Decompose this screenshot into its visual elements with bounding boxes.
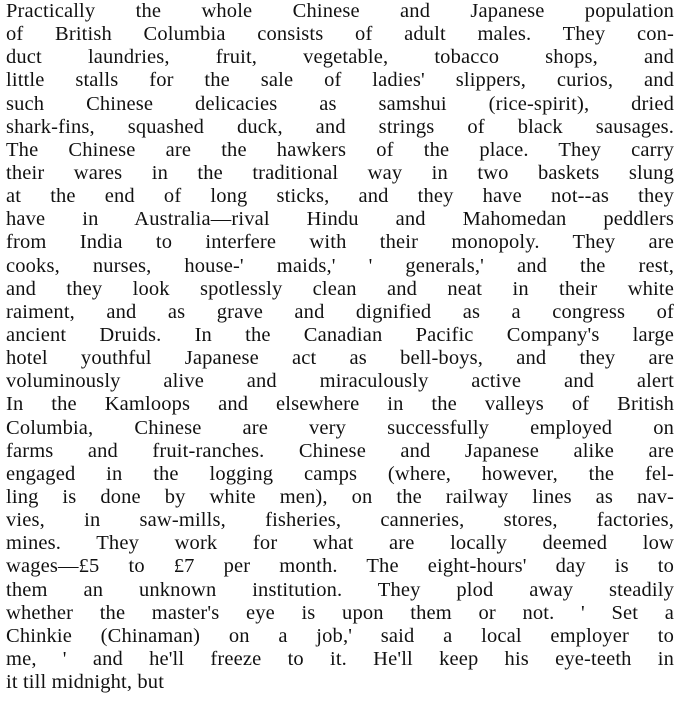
article-line: voluminously alive and miraculously active and alert [6,370,674,393]
article-line: whether the master's eye is upon them or not. ' Set a [6,601,674,624]
article-line: The Chinese are the hawkers of the place. They carry [6,138,674,161]
article-line: them an unknown institution. They plod away steadily [6,578,674,601]
article-line: ancient Druids. In the Canadian Pacific Company's large [6,323,674,346]
article-line: Chinkie (Chinaman) on a job,' said a local employer to [6,624,674,647]
article-line: hotel youthful Japanese act as bell-boys, and they are [6,347,674,370]
article-line: engaged in the logging camps (where, however, the fel- [6,462,674,485]
article-line: ling is done by white men), on the railway lines as nav- [6,485,674,508]
article-text [6,0,674,694]
article-line: In the Kamloops and elsewhere in the valleys of British [6,393,674,416]
article-line: have in Australia—rival Hindu and Mahomedan peddlers [6,208,674,231]
article-line: me, ' and he'll freeze to it. He'll keep his eye-teeth in [6,647,674,670]
article-line: wages—£5 to £7 per month. The eight-hours' day is to [6,555,674,578]
article-line: mines. They work for what are locally deemed low [6,532,674,555]
article-line: of British Columbia consists of adult males. They con- [6,23,674,46]
article-line: duct laundries, fruit, vegetable, tobacco shops, and [6,46,674,69]
article-line: little stalls for the sale of ladies' slippers, curios, and [6,69,674,92]
article-line: Practically the whole Chinese and Japanese population [6,0,674,22]
article-line: vies, in saw-mills, fisheries, canneries, stores, factories, [6,509,674,532]
article-line: cooks, nurses, house-' maids,' ' generals,' and the rest, [6,254,674,277]
article-line: their wares in the traditional way in two baskets slung [6,161,674,184]
article-line: raiment, and as grave and dignified as a congress of [6,300,674,323]
article-line: at the end of long sticks, and they have not--as they [6,185,674,208]
article-line: farms and fruit-ranches. Chinese and Japanese alike are [6,439,674,462]
article-line: from India to interfere with their monopoly. They are [6,231,674,254]
article-line: such Chinese delicacies as samshui (rice-spirit), dried [6,92,674,115]
article-line: and they look spotlessly clean and neat in their white [6,277,674,300]
article-line: Columbia, Chinese are very successfully employed on [6,416,674,439]
article-line: shark-fins, squashed duck, and strings of black sausages. [6,115,674,138]
article-line: it till midnight, but [6,671,165,694]
